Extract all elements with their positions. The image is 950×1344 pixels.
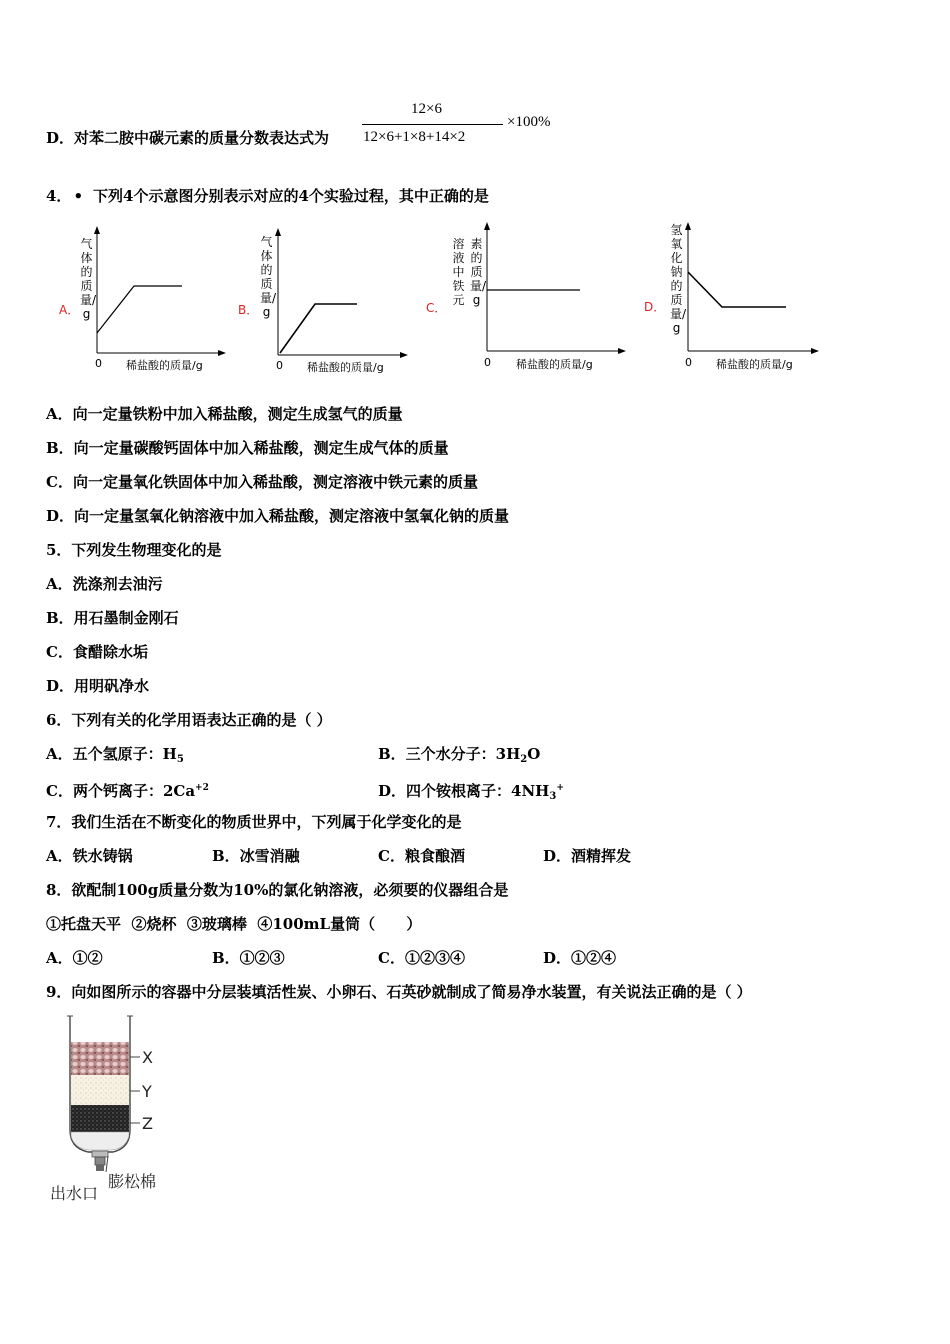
q8-option-d: D．①②④ bbox=[543, 949, 617, 967]
graph-a-origin: 0 bbox=[95, 357, 102, 370]
graph-c-ylabel-b: 素的质量/g bbox=[470, 237, 487, 307]
fraction-denominator: 12×6+1×8+14×2 bbox=[363, 129, 466, 145]
sand-layer bbox=[71, 1075, 129, 1105]
q8-stem: 8．欲配制100g质量分数为10%的氯化钠溶液，必须要的仪器组合是 bbox=[46, 881, 509, 899]
q7-option-d: D．酒精挥发 bbox=[543, 847, 632, 865]
q8-option-b: B．①②③ bbox=[212, 949, 285, 967]
q8-option-c: C．①②③④ bbox=[378, 949, 465, 967]
graph-c-origin: 0 bbox=[484, 356, 491, 369]
bullet-icon: • bbox=[73, 187, 84, 205]
q7-option-a: A．铁水铸锅 bbox=[46, 847, 133, 865]
label-z: Z bbox=[142, 1114, 153, 1133]
label-cotton: 膨松棉 bbox=[108, 1172, 157, 1191]
graph-a-letter: A． bbox=[59, 303, 80, 317]
q5-option-a: A．洗涤剂去油污 bbox=[46, 575, 163, 593]
q5-option-c: C．食醋除水垢 bbox=[46, 643, 148, 661]
q4-option-b: B．向一定量碳酸钙固体中加入稀盐酸，测定生成气体的质量 bbox=[46, 439, 449, 457]
graph-d-letter: D． bbox=[644, 300, 666, 314]
q6-stem: 6．下列有关的化学用语表达正确的是（ ） bbox=[46, 711, 332, 729]
label-outlet: 出水口 bbox=[50, 1184, 99, 1203]
graph-a-ylabel: 气体的质量/g bbox=[80, 237, 97, 321]
q6-option-c: C．两个钙离子：$2Ca^{+2}$ bbox=[46, 782, 209, 800]
graph-b-xlabel: 稀盐酸的质量/g bbox=[307, 361, 384, 374]
q5-option-d: D．用明矾净水 bbox=[46, 677, 150, 695]
q8-option-a: A．①② bbox=[46, 949, 103, 967]
filter-apparatus-diagram bbox=[40, 1012, 200, 1212]
graph-b-letter: B． bbox=[238, 303, 259, 317]
q5-stem: 5．下列发生物理变化的是 bbox=[46, 541, 222, 559]
q4-number: 4． bbox=[46, 187, 72, 205]
q4-option-c: C．向一定量氧化铁固体中加入稀盐酸，测定溶液中铁元素的质量 bbox=[46, 473, 478, 491]
q3-option-d: D．对苯二胺中碳元素的质量分数表达式为 bbox=[46, 129, 330, 147]
q8-items: ①托盘天平 ②烧杯 ③玻璃棒 ④100mL量筒（ ） bbox=[46, 915, 422, 933]
graph-d-ylabel: 氢氧化钠的质量/g bbox=[670, 223, 687, 335]
fraction-suffix: ×100% bbox=[507, 114, 551, 130]
q4-option-d: D．向一定量氢氧化钠溶液中加入稀盐酸，测定溶液中氢氧化钠的质量 bbox=[46, 507, 510, 525]
label-y: Y bbox=[142, 1082, 152, 1101]
graph-d-plot bbox=[0, 0, 950, 400]
graph-c-ylabel-a: 溶液中铁元 bbox=[452, 237, 465, 307]
q7-stem: 7．我们生活在不断变化的物质世界中，下列属于化学变化的是 bbox=[46, 813, 462, 831]
q4-option-a: A．向一定量铁粉中加入稀盐酸，测定生成氢气的质量 bbox=[46, 405, 403, 423]
q6-option-a: A．五个氢原子：$H_5$ bbox=[46, 745, 184, 765]
graph-a-xlabel: 稀盐酸的质量/g bbox=[126, 359, 203, 372]
q6-option-d: D．四个铵根离子：$4NH_3^+$ bbox=[378, 782, 564, 802]
graph-d-origin: 0 bbox=[685, 356, 692, 369]
graph-b-origin: 0 bbox=[276, 359, 283, 372]
fraction-numerator: 12×6 bbox=[411, 101, 442, 117]
graph-c-xlabel: 稀盐酸的质量/g bbox=[516, 358, 593, 371]
graph-c-letter: C． bbox=[426, 301, 447, 315]
label-x: X bbox=[142, 1048, 153, 1067]
q9-stem: 9．向如图所示的容器中分层装填活性炭、小卵石、石英砂就制成了简易净水装置，有关说法正确的是（ ） bbox=[46, 983, 752, 1001]
graph-d-curve bbox=[688, 272, 786, 307]
q4-stem-text: 下列4个示意图分别表示对应的4个实验过程，其中正确的是 bbox=[93, 187, 489, 205]
graph-d-xlabel: 稀盐酸的质量/g bbox=[716, 358, 793, 371]
q6-option-b: B．三个水分子：$3H_2O$ bbox=[378, 745, 541, 765]
carbon-layer bbox=[71, 1105, 129, 1132]
graph-b-ylabel: 气体的质量/g bbox=[260, 235, 277, 319]
q7-option-c: C．粮食酿酒 bbox=[378, 847, 465, 865]
pebble-layer bbox=[71, 1042, 129, 1075]
q5-option-b: B．用石墨制金刚石 bbox=[46, 609, 179, 627]
q7-option-b: B．冰雪消融 bbox=[212, 847, 300, 865]
